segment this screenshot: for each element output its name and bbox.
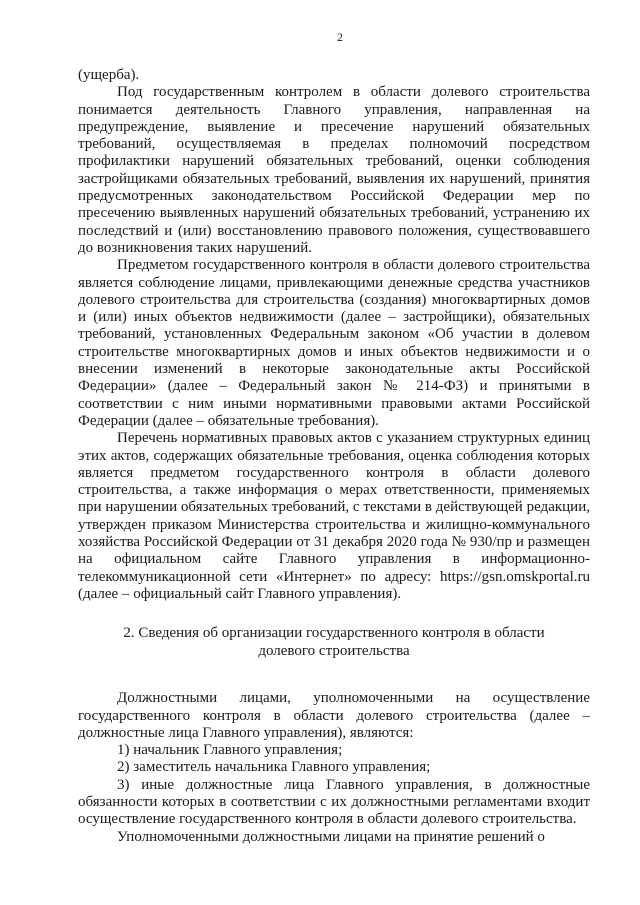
section-heading-line-1: 2. Сведения об организации государственного контроля в области: [123, 625, 545, 642]
paragraph-control-definition: Под государственным контролем в области долевого строительства понимается деятельность Главного управления, направленная на предупреждение, выявление и пресечение нарушений обязательных требований, осуществляемая в пределах полномочий посредством профилактики нарушений обязательных требований, оценки соблюдения застройщиками обязательных требований, выявления их нарушений, принятия предусмотренных законодательством Российской Федерации мер по пресечению выявленных нарушений обязательных требований, устранению их последствий и (или) восстановлению правового положения, существовавшего до возникновения таких нарушений.: [78, 84, 590, 256]
list-item-head: 1) начальник Главного управления;: [117, 742, 343, 759]
paragraph-legal-acts-list: Перечень нормативных правовых актов с указанием структурных единиц этих актов, содержащих обязательные требования, оценка соблюдения которых является предметом государственного контроля в области долевого строительства, а также информация о мерах ответственности, применяемых при нарушении обязательных требований, с текстами в действующей редакции, утвержден приказом Министерства строительства и жилищно-коммунального хозяйства Российской Федерации от 31 декабря 2020 года № 930/пр и размещен на официальном сайте Главного управления в информационно-телекоммуникационной сети «Интернет» по адресу: https://gsn.omskportal.ru (далее – официальный сайт Главного управления).: [78, 430, 590, 602]
paragraph-control-subject: Предметом государственного контроля в области долевого строительства является соблюдение лицами, привлекающими денежные средства участников долевого строительства для строительства (создания) многоквартирных домов и (или) иных объектов недвижимости (далее – застройщики), обязательных требований, установленных Федеральным законом «Об участии в долевом строительстве многоквартирных домов и иных объектов недвижимости и о внесении изменений в некоторые законодательные акты Российской Федерации» (далее – Федеральный закон № 214-ФЗ) и принятыми в соответствии с ним иными нормативными правовыми актами Российской Федерации (далее – обязательные требования).: [78, 257, 590, 429]
list-item-deputy: 2) заместитель начальника Главного управления;: [117, 759, 431, 776]
page-number: 2: [337, 30, 343, 44]
list-item-other-officials: 3) иные должностные лица Главного управления, в должностные обязанности которых в соответствии с их должностными регламентами входит осуществление государственного контроля в области долевого строительства.: [78, 776, 590, 828]
paragraph-ushcherba: (ущерба).: [78, 67, 140, 83]
section-heading-line-2: долевого строительства: [258, 642, 410, 659]
paragraph-authorized-officials: Уполномоченными должностными лицами на принятие решений о: [117, 828, 545, 845]
section-heading: [78, 625, 590, 660]
paragraph-officials-intro: Должностными лицами, уполномоченными на осуществление государственного контроля в области долевого строительства (далее – должностные лица Главного управления), являются:: [78, 690, 590, 741]
